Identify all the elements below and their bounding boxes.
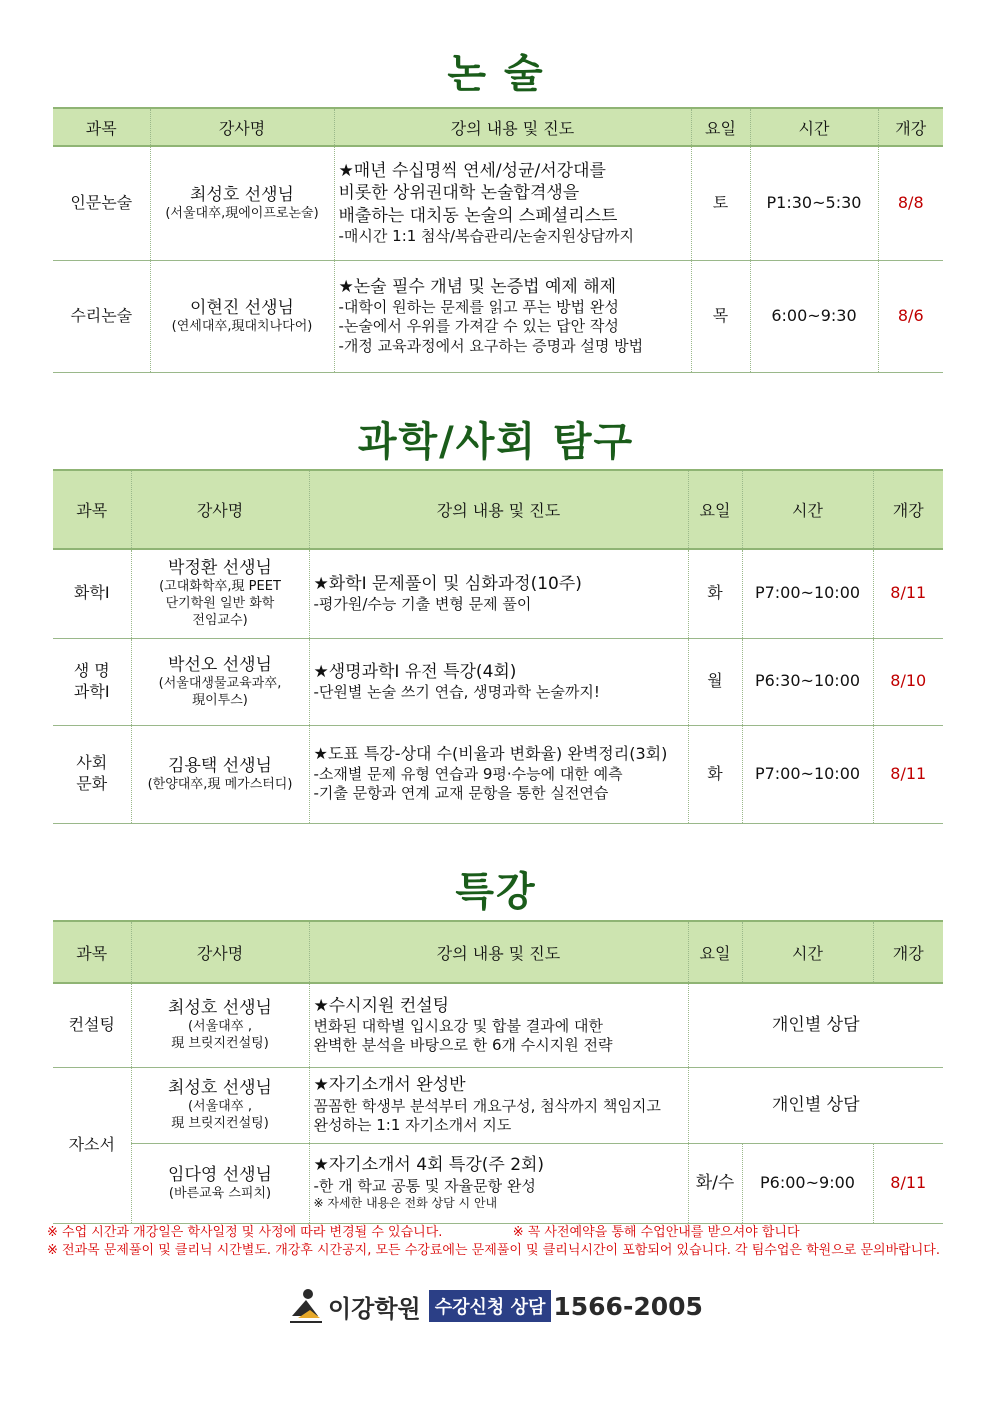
header-content: 강의 내용 및 진도: [334, 108, 691, 146]
cell-teacher: [131, 549, 309, 638]
enroll-consult-label: 수강신청 상담: [429, 1290, 552, 1322]
teacher-name: 박정환 선생님: [168, 558, 272, 579]
academy-name: 이강학원: [328, 1294, 421, 1323]
header-teacher: 강사명: [150, 108, 334, 146]
content-line: ★매년 수십명씩 연세/성균/서강대를: [338, 161, 606, 182]
cell-subject: [53, 725, 131, 823]
content-line: 변화된 대학별 입시요강 및 합불 결과에 대한: [313, 1016, 603, 1035]
table-row: [53, 146, 943, 260]
content-line: ★화학Ⅰ 문제풀이 및 심화과정(10주): [313, 573, 582, 594]
teacher-name: 김용택 선생님: [168, 755, 272, 776]
content-line: -대학이 원하는 문제를 읽고 푸는 방법 완성: [338, 297, 619, 316]
teacher-career: (서울대생물교육과卒,: [158, 675, 282, 691]
content-line: ★논술 필수 개념 및 논증법 예제 해제: [338, 276, 617, 297]
cell-content: [334, 146, 691, 260]
teacher-career: 現 브릿지컨설팅): [171, 1036, 269, 1052]
cell-teacher: [131, 983, 309, 1067]
content-line: 꼼꼼한 학생부 분석부터 개요구성, 첨삭까지 책임지고: [313, 1096, 661, 1115]
cell-teacher: [150, 260, 334, 372]
cell-subject: 화학Ⅰ: [53, 549, 131, 638]
teacher-career: 現이투스): [192, 692, 248, 708]
header-teacher: 강사명: [131, 470, 309, 549]
phone-number: 1566-2005: [553, 1291, 703, 1321]
header-time: 시간: [750, 108, 878, 146]
cell-day: 화/수: [688, 1143, 742, 1223]
content-line: ★생명과학Ⅰ 유전 특강(4회): [313, 661, 517, 682]
cell-teacher: [131, 1143, 309, 1223]
table-row: [53, 1067, 943, 1143]
cell-subject: 컨설팅: [53, 983, 131, 1067]
content-line: ★수시지원 컨설팅: [313, 995, 450, 1016]
table-row: [53, 260, 943, 372]
schedule-table-special: [53, 920, 943, 1224]
cell-schedule-merged: 개인별 상담: [688, 983, 943, 1067]
teacher-name: 최성호 선생님: [168, 998, 272, 1019]
cell-teacher: [131, 725, 309, 823]
content-note: ※ 자세한 내용은 전화 상담 시 안내: [313, 1196, 498, 1210]
cell-content: [309, 549, 688, 638]
content-line: ★자기소개서 완성반: [313, 1075, 466, 1096]
cell-content: [309, 983, 688, 1067]
header-start: 개강: [873, 921, 943, 983]
cell-teacher: [131, 638, 309, 725]
teacher-career: 現 브릿지컨설팅): [171, 1116, 269, 1132]
teacher-career: (서울대卒 ,: [187, 1099, 252, 1115]
content-line: ★자기소개서 4회 특강(주 2회): [313, 1155, 545, 1176]
content-line: -평가원/수능 기출 변형 문제 풀이: [313, 595, 532, 614]
section-title-special: 특강: [455, 869, 537, 915]
header-time: 시간: [742, 921, 873, 983]
table-row: [53, 549, 943, 638]
cell-content: [309, 1143, 688, 1223]
content-line: -소재별 문제 유형 연습과 9평·수능에 대한 예측: [313, 764, 623, 783]
subject-line: 생 명: [73, 660, 110, 680]
cell-day: 토: [691, 146, 750, 260]
cell-day: 화: [688, 725, 742, 823]
schedule-table-nonsul: [53, 107, 943, 373]
subject-line: 과학Ⅰ: [73, 681, 110, 701]
header-day: 요일: [688, 921, 742, 983]
cell-content: [334, 260, 691, 372]
header-content: 강의 내용 및 진도: [309, 921, 688, 983]
teacher-career: 단기학원 일반 화학: [165, 596, 275, 612]
cell-start-date: 8/11: [873, 549, 943, 638]
teacher-career: (연세대卒,現대치나다어): [171, 318, 313, 334]
cell-subject: 자소서: [53, 1067, 131, 1223]
cell-start-date: 8/11: [873, 1143, 943, 1223]
header-day: 요일: [688, 470, 742, 549]
teacher-name: 박선오 선생님: [168, 654, 272, 675]
teacher-career: (서울대卒,現에이프로논술): [165, 205, 319, 221]
content-line: 비롯한 상위권대학 논술합격생을: [338, 183, 580, 204]
table-header-row: [53, 921, 943, 983]
section-title-science-social: 과학/사회 탐구: [357, 419, 635, 465]
content-line: -개정 교육과정에서 요구하는 증명과 설명 방법: [338, 336, 644, 355]
cell-start-date: 8/6: [878, 260, 943, 372]
table-header-row: [53, 470, 943, 549]
header-teacher: 강사명: [131, 921, 309, 983]
teacher-name: 이현진 선생님: [190, 297, 294, 318]
subject-line: 사회: [76, 753, 108, 773]
teacher-career: (서울대卒 ,: [187, 1019, 252, 1035]
teacher-career: (한양대卒,現 메가스터디): [147, 776, 293, 792]
cell-day: 월: [688, 638, 742, 725]
notice-schedule-change: ※ 수업 시간과 개강일은 학사일정 및 사정에 따라 변경될 수 있습니다.: [47, 1225, 443, 1240]
notice-reservation: ※ 꼭 사전예약을 통해 수업안내를 받으셔야 합니다: [512, 1225, 800, 1240]
content-line: 완벽한 분석을 바탕으로 한 6개 수시지원 전략: [313, 1036, 613, 1055]
academy-logo-icon: [288, 1286, 324, 1326]
cell-time: P6:30~10:00: [742, 638, 873, 725]
notice-line-2: ※ 전과목 문제풀이 및 클리닉 시간별도. 개강후 시간공지, 모든 수강료에는 문제풀이 및 클리닉시간이 포함되어 있습니다. 각 팀수업은 학원으로 문의바랍니다.: [47, 1242, 940, 1258]
cell-start-date: 8/11: [873, 725, 943, 823]
cell-teacher: [131, 1067, 309, 1143]
teacher-name: 임다영 선생님: [168, 1164, 272, 1185]
cell-time: P1:30~5:30: [750, 146, 878, 260]
header-day: 요일: [691, 108, 750, 146]
content-line: ★도표 특강-상대 수(비율과 변화율) 완벽정리(3회): [313, 744, 668, 764]
cell-day: 화: [688, 549, 742, 638]
teacher-career: (바른교육 스피치): [168, 1185, 272, 1201]
table-row: [53, 983, 943, 1067]
header-subject: 과목: [53, 921, 131, 983]
cell-time: P7:00~10:00: [742, 725, 873, 823]
content-line: -기출 문항과 연계 교재 문항을 통한 실전연습: [313, 784, 609, 803]
cell-schedule-merged: 개인별 상담: [688, 1067, 943, 1143]
cell-content: [309, 1067, 688, 1143]
notice-line-1: [47, 1224, 947, 1242]
header-time: 시간: [742, 470, 873, 549]
header-content: 강의 내용 및 진도: [309, 470, 688, 549]
cell-time: P6:00~9:00: [742, 1143, 873, 1223]
cell-content: [309, 725, 688, 823]
cell-start-date: 8/10: [873, 638, 943, 725]
subject-line: 문화: [76, 774, 108, 793]
header-start: 개강: [873, 470, 943, 549]
cell-teacher: [150, 146, 334, 260]
content-line: -매시간 1:1 첨삭/복습관리/논술지원상담까지: [338, 226, 635, 245]
content-line: -한 개 학교 공통 및 자율문항 완성: [313, 1176, 536, 1195]
content-line: -논술에서 우위를 가져갈 수 있는 답안 작성: [338, 317, 619, 336]
table-row: [53, 725, 943, 823]
header-subject: 과목: [53, 470, 131, 549]
teacher-name: 최성호 선생님: [168, 1078, 272, 1099]
header-start: 개강: [878, 108, 943, 146]
cell-subject: 인문논술: [53, 146, 150, 260]
section-title-nonsul: 논 술: [447, 51, 545, 97]
teacher-career: (고대화학卒,現 PEET: [159, 579, 281, 595]
cell-time: P7:00~10:00: [742, 549, 873, 638]
table-header-row: [53, 108, 943, 146]
content-line: 배출하는 대치동 논술의 스페셜리스트: [338, 205, 618, 226]
schedule-table-science-social: [53, 469, 943, 824]
academy-footer: [288, 1282, 703, 1330]
content-line: -단원별 논술 쓰기 연습, 생명과학 논술까지!: [313, 682, 600, 701]
cell-subject: [53, 638, 131, 725]
cell-start-date: 8/8: [878, 146, 943, 260]
content-line: 완성하는 1:1 자기소개서 지도: [313, 1116, 512, 1135]
header-subject: 과목: [53, 108, 150, 146]
teacher-career: 전임교수): [192, 613, 248, 629]
cell-day: 목: [691, 260, 750, 372]
cell-content: [309, 638, 688, 725]
table-row: [53, 1143, 943, 1223]
cell-time: 6:00~9:30: [750, 260, 878, 372]
notice-block: [47, 1224, 947, 1259]
cell-subject: 수리논술: [53, 260, 150, 372]
table-row: [53, 638, 943, 725]
teacher-name: 최성호 선생님: [190, 184, 294, 205]
